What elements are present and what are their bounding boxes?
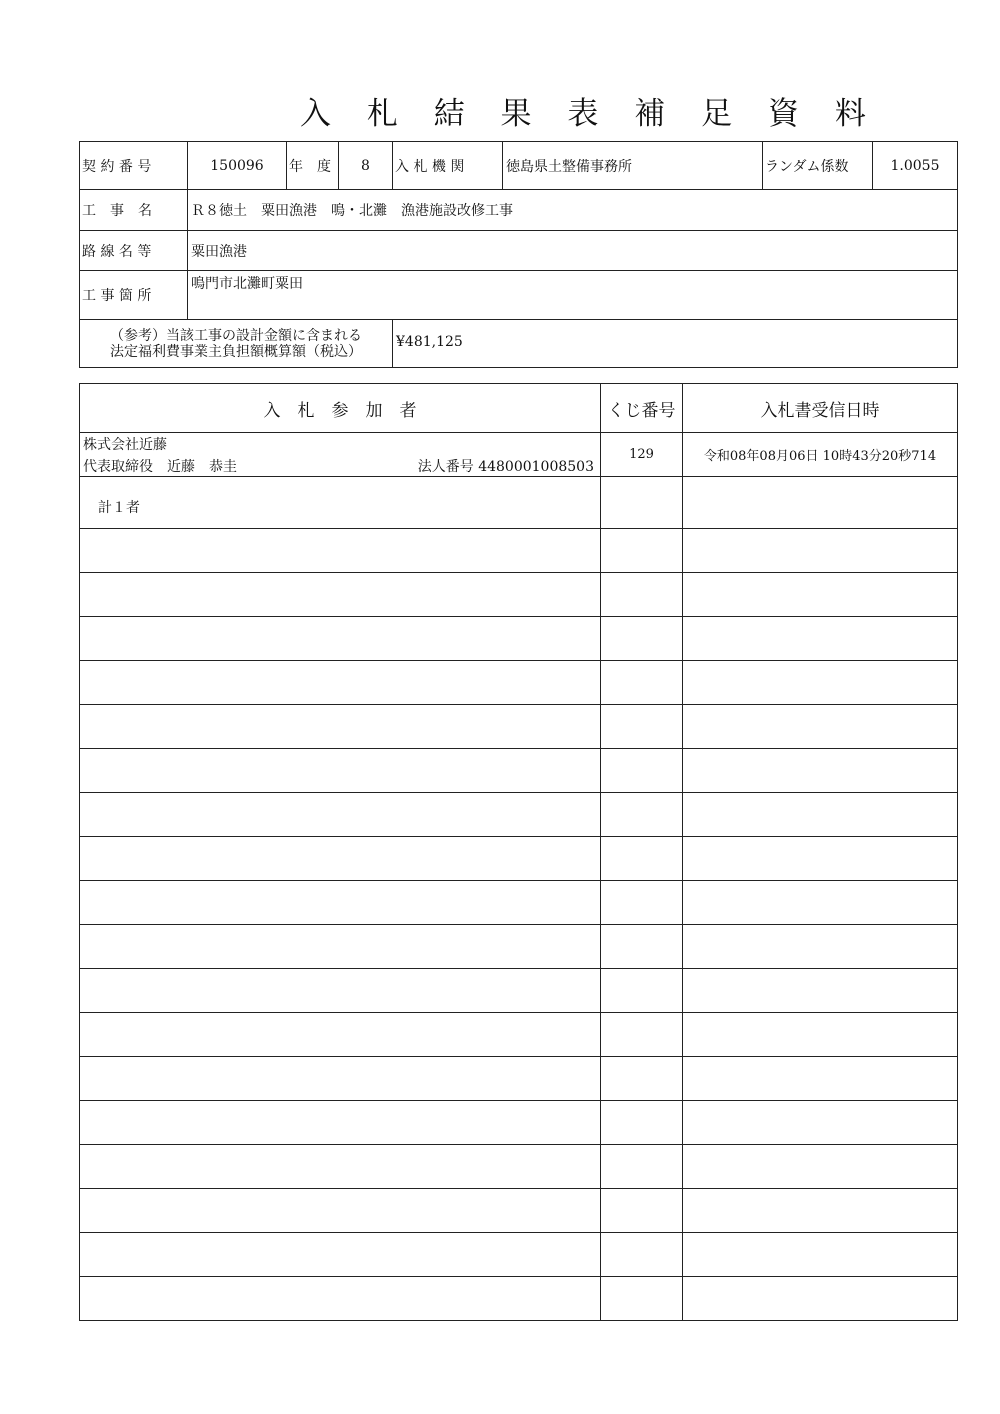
- empty-cell: [683, 881, 958, 925]
- empty-cell: [80, 661, 601, 705]
- empty-cell: [80, 881, 601, 925]
- empty-cell: [601, 1013, 683, 1057]
- empty-cell: [683, 837, 958, 881]
- empty-cell: [601, 1189, 683, 1233]
- route-value: 粟田漁港: [188, 231, 958, 271]
- received-datetime: 令和08年08月06日 10時43分20秒714: [683, 433, 958, 477]
- empty-row: [80, 661, 958, 705]
- empty-cell: [683, 1101, 958, 1145]
- empty-cell: [683, 749, 958, 793]
- bidder-total: 計１者: [80, 477, 601, 529]
- route-label: 路 線 名 等: [80, 231, 188, 271]
- empty-cell: [601, 477, 683, 529]
- empty-cell: [683, 573, 958, 617]
- empty-cell: [80, 1057, 601, 1101]
- empty-row: [80, 529, 958, 573]
- empty-cell: [80, 837, 601, 881]
- empty-cell: [601, 661, 683, 705]
- year-value: 8: [339, 142, 393, 190]
- welfare-cost-label: [80, 320, 393, 368]
- empty-cell: [80, 1277, 601, 1321]
- empty-cell: [683, 1233, 958, 1277]
- agency-value: 徳島県土整備事務所: [503, 142, 763, 190]
- empty-cell: [601, 969, 683, 1013]
- empty-row: [80, 1189, 958, 1233]
- contract-no-value: 150096: [188, 142, 287, 190]
- empty-cell: [601, 837, 683, 881]
- empty-row: [80, 1101, 958, 1145]
- empty-cell: [80, 793, 601, 837]
- contract-no-label: 契 約 番 号: [80, 142, 188, 190]
- empty-row: [80, 969, 958, 1013]
- empty-cell: [601, 1057, 683, 1101]
- representative-name: 代表取締役 近藤 恭圭: [83, 459, 237, 475]
- empty-cell: [683, 661, 958, 705]
- empty-cell: [683, 1057, 958, 1101]
- empty-cell: [80, 969, 601, 1013]
- empty-cell: [601, 1233, 683, 1277]
- empty-cell: [601, 1101, 683, 1145]
- empty-cell: [80, 749, 601, 793]
- empty-cell: [80, 617, 601, 661]
- empty-row: [80, 881, 958, 925]
- contract-info-table: [79, 141, 958, 368]
- empty-cell: [683, 1277, 958, 1321]
- bidders-table: [79, 383, 958, 1321]
- empty-cell: [80, 1013, 601, 1057]
- empty-cell: [601, 793, 683, 837]
- welfare-cost-label-line2: 法定福利費事業主負担額概算額（税込）: [110, 343, 362, 360]
- corporate-number: 法人番号 4480001008503: [417, 459, 594, 475]
- work-name-label: 工 事 名: [80, 190, 188, 231]
- random-coef-label: ランダム係数: [763, 142, 873, 190]
- empty-cell: [601, 881, 683, 925]
- agency-label: 入 札 機 関: [393, 142, 503, 190]
- document-title: 入 札 結 果 表 補 足 資 料: [300, 96, 879, 132]
- empty-cell: [601, 1145, 683, 1189]
- empty-cell: [601, 529, 683, 573]
- location-value: 鳴門市北灘町粟田: [188, 271, 958, 320]
- empty-cell: [683, 617, 958, 661]
- empty-row: [80, 1057, 958, 1101]
- bidders-header-row: [80, 384, 958, 433]
- empty-cell: [683, 925, 958, 969]
- empty-cell: [683, 477, 958, 529]
- empty-row: [80, 837, 958, 881]
- empty-row: [80, 617, 958, 661]
- empty-cell: [601, 617, 683, 661]
- empty-cell: [80, 1233, 601, 1277]
- empty-row: [80, 573, 958, 617]
- empty-cell: [601, 925, 683, 969]
- empty-cell: [683, 705, 958, 749]
- empty-row: [80, 925, 958, 969]
- bidder-cell: [80, 433, 601, 477]
- empty-cell: [80, 1145, 601, 1189]
- empty-cell: [80, 1189, 601, 1233]
- lottery-number-header: くじ番号: [601, 384, 683, 433]
- lottery-number: 129: [601, 433, 683, 477]
- welfare-cost-value: ¥481,125: [393, 320, 958, 368]
- location-label: 工 事 箇 所: [80, 271, 188, 320]
- empty-cell: [601, 573, 683, 617]
- empty-cell: [601, 705, 683, 749]
- empty-cell: [683, 793, 958, 837]
- empty-cell: [601, 749, 683, 793]
- empty-cell: [683, 1013, 958, 1057]
- empty-cell: [683, 529, 958, 573]
- empty-cell: [80, 705, 601, 749]
- empty-cell: [80, 1101, 601, 1145]
- year-label: 年 度: [287, 142, 339, 190]
- total-row: [80, 477, 958, 529]
- empty-cell: [683, 969, 958, 1013]
- empty-row: [80, 1233, 958, 1277]
- empty-row: [80, 1277, 958, 1321]
- empty-row: [80, 705, 958, 749]
- welfare-cost-label-line1: （参考）当該工事の設計金額に含まれる: [110, 327, 362, 344]
- empty-cell: [80, 925, 601, 969]
- company-name: 株式会社近藤: [83, 437, 167, 453]
- random-coef-value: 1.0055: [873, 142, 958, 190]
- received-datetime-header: 入札書受信日時: [683, 384, 958, 433]
- empty-cell: [683, 1145, 958, 1189]
- empty-cell: [80, 529, 601, 573]
- empty-row: [80, 749, 958, 793]
- empty-cell: [601, 1277, 683, 1321]
- participant-header: 入 札 参 加 者: [80, 384, 601, 433]
- bidder-row: [80, 433, 958, 477]
- empty-row: [80, 1013, 958, 1057]
- empty-row: [80, 1145, 958, 1189]
- empty-cell: [683, 1189, 958, 1233]
- empty-cell: [80, 573, 601, 617]
- work-name-value: Ｒ８徳土 粟田漁港 鳴・北灘 漁港施設改修工事: [188, 190, 958, 231]
- empty-row: [80, 793, 958, 837]
